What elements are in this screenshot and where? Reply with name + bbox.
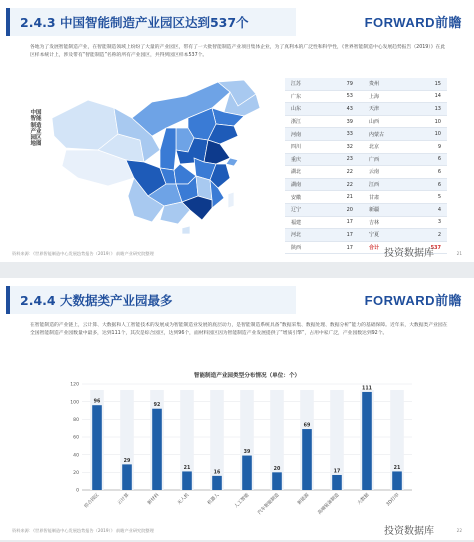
table-cell: 3 <box>437 219 441 226</box>
table-cell: 17 <box>346 244 353 251</box>
source-note: 资料来源：《世界智能制造中心发展趋势报告（2019）》 前瞻产业研究院整理 <box>12 528 154 533</box>
table-cell: 21 <box>346 194 353 201</box>
table-cell: 北京 <box>369 144 380 151</box>
table-cell: 13 <box>434 105 441 112</box>
table-cell: 山西 <box>369 119 380 126</box>
bar-value-label: 21 <box>183 465 191 471</box>
source-note: 资料来源：《世界智能制造中心发展趋势报告（2019）》 前瞻产业研究院整理 <box>12 251 154 256</box>
bar <box>392 471 402 490</box>
bar <box>362 392 372 490</box>
bar-value-label: 29 <box>123 458 131 464</box>
table-cell: 福建 <box>291 219 302 226</box>
watermark-text: 投资数据库 <box>384 248 434 259</box>
page-number: 22 <box>456 528 462 533</box>
y-tick-label: 40 <box>73 453 79 459</box>
table-cell: 23 <box>346 156 353 163</box>
table-cell: 53 <box>346 93 353 100</box>
table-cell: 陕西 <box>291 245 302 252</box>
table-cell: 6 <box>437 156 441 163</box>
y-tick-label: 0 <box>76 488 79 494</box>
map-region-taiwan <box>228 192 234 208</box>
table-cell: 537 <box>430 244 441 251</box>
x-tick-label: 新能源 <box>297 492 311 507</box>
intro-paragraph: 在智能制造的产业链上，云计算、大数据和人工智能技术的发展成为智能制造业发展的底层动力，是智能制造系统具备“数据采集、数据处理、数据分析”能力的基础保障。近年来，大数据类产业园在全国智能制造产业园数量中最多，达到111个，其次是综合园区，达到96个，面材料园区因为智能制造产业发展提供了“增质引擎”，占用中家广泛，产业园数达到92个。 <box>30 323 448 336</box>
bar <box>152 409 162 490</box>
y-tick-label: 100 <box>70 400 79 406</box>
table-cell: 上海 <box>369 93 380 100</box>
x-tick-label: 综合园区 <box>83 492 101 510</box>
bar-value-label: 111 <box>361 386 373 392</box>
table-cell: 2 <box>437 231 441 238</box>
table-cell: 湖南 <box>291 182 302 189</box>
table-cell: 39 <box>346 118 353 125</box>
table-cell: 43 <box>346 105 353 112</box>
bar <box>272 472 282 490</box>
slide-big-data-parks <box>0 278 474 540</box>
bar-value-label: 92 <box>153 403 161 409</box>
map-region-jiangsu <box>204 140 230 164</box>
table-cell: 17 <box>346 231 353 238</box>
bar-value-label: 16 <box>213 470 221 476</box>
table-cell: 32 <box>346 143 353 150</box>
bar <box>332 475 342 490</box>
table-row <box>285 116 447 129</box>
x-tick-label: 云计算 <box>117 492 131 507</box>
table-cell: 重庆 <box>291 156 302 163</box>
x-tick-label: 机器人 <box>207 492 221 507</box>
table-row <box>285 103 447 116</box>
table-cell: 吉林 <box>369 219 380 226</box>
table-cell: 浙江 <box>291 119 302 126</box>
table-cell: 贵州 <box>369 81 380 88</box>
bar <box>302 429 312 490</box>
bar <box>122 464 132 490</box>
table-cell: 20 <box>346 206 353 213</box>
forward-logo: FORWARD前瞻 <box>364 15 462 30</box>
table-row <box>285 179 447 192</box>
slide-intelligent-manufacturing-parks <box>0 0 474 262</box>
table-row <box>285 128 447 141</box>
table-cell: 云南 <box>369 169 380 176</box>
y-tick-label: 20 <box>73 470 79 476</box>
table-cell: 5 <box>437 194 441 201</box>
table-row <box>285 166 447 179</box>
y-tick-label: 60 <box>73 435 79 441</box>
table-cell: 33 <box>346 131 353 138</box>
park-type-bar-chart <box>60 368 420 528</box>
table-cell: 6 <box>437 168 441 175</box>
table-cell: 22 <box>346 181 353 188</box>
bar-value-label: 39 <box>243 450 251 456</box>
map-vertical-label: 中国智能制造产业园区地图 <box>30 110 42 148</box>
map-region-hainan <box>182 226 190 234</box>
bar <box>212 476 222 490</box>
x-tick-label: 汽车智能制造 <box>257 492 281 516</box>
x-tick-label: 大数据 <box>357 492 371 507</box>
table-row <box>285 191 447 204</box>
table-cell: 新疆 <box>369 207 380 214</box>
chart-title: 智能制造产业园类型分布情况（单位：个） <box>193 373 301 379</box>
table-row <box>285 204 447 217</box>
y-tick-label: 80 <box>73 417 79 423</box>
title-bar <box>6 286 296 314</box>
table-cell: 79 <box>346 80 353 87</box>
table-cell: 天津 <box>369 106 380 113</box>
table-cell: 山东 <box>291 106 302 113</box>
china-map <box>48 78 266 236</box>
page-number: 21 <box>456 251 462 256</box>
x-tick-label: 人工智能 <box>233 492 251 510</box>
y-tick-label: 120 <box>70 382 79 388</box>
bar <box>242 456 252 490</box>
table-cell: 10 <box>434 118 441 125</box>
province-park-table <box>285 78 447 254</box>
title-bar <box>6 8 296 36</box>
bar-value-label: 69 <box>303 423 311 429</box>
table-cell: 辽宁 <box>291 207 302 214</box>
x-tick-label: 新材料 <box>147 492 161 507</box>
bar-value-label: 20 <box>273 466 281 472</box>
bar-value-label: 96 <box>93 399 101 405</box>
table-cell: 江西 <box>369 182 380 189</box>
x-tick-label: 3D打印 <box>385 492 401 508</box>
table-cell: 4 <box>437 206 441 213</box>
table-row <box>285 78 447 91</box>
x-tick-label: 高端装备制造 <box>317 492 341 516</box>
forward-logo: FORWARD前瞻 <box>364 293 462 308</box>
bar-value-label: 21 <box>393 465 401 471</box>
bar <box>182 471 192 490</box>
table-cell: 22 <box>346 168 353 175</box>
bar-chart-svg <box>60 368 420 528</box>
table-cell: 17 <box>346 219 353 226</box>
table-cell: 宁夏 <box>369 232 380 239</box>
table-cell: 10 <box>434 131 441 138</box>
table-cell: 6 <box>437 181 441 188</box>
x-tick-label: 无人机 <box>177 492 191 507</box>
table-cell: 内蒙古 <box>369 131 385 138</box>
table-cell: 河南 <box>291 131 302 138</box>
intro-paragraph: 各地为了发展智能制造产业，在智能制造领域上纷纷了大量的产业园区，带有了一大批智能制造产业项目集体企业，为了真利本的广泛性和科学性，《世界智能制造中心发展趋势报告（2019）》在此区样本统计上，涉及带有“智能制造”名称的所有产业园区，共得到园区样本537个。 <box>30 45 446 58</box>
watermark-text: 投资数据库 <box>384 526 434 537</box>
table-cell: 14 <box>434 93 441 100</box>
table-cell: 广东 <box>291 93 302 100</box>
table-cell: 江苏 <box>291 81 302 88</box>
table-cell: 湖北 <box>291 169 302 176</box>
bar-value-label: 17 <box>333 469 341 475</box>
table-row <box>285 229 447 242</box>
table-cell: 安徽 <box>291 194 302 201</box>
table-row <box>285 141 447 154</box>
table-cell: 广西 <box>369 156 380 163</box>
map-region-shaanxi <box>160 128 176 170</box>
table-row <box>285 217 447 230</box>
table-cell: 合计 <box>369 245 380 252</box>
slide-title: 2.4.3 中国智能制造产业园区达到537个 <box>20 15 249 30</box>
table-row <box>285 154 447 167</box>
table-cell: 河北 <box>291 232 302 239</box>
bar <box>92 405 102 490</box>
table-cell: 9 <box>437 143 441 150</box>
table-row <box>285 91 447 104</box>
china-map-svg <box>48 78 266 236</box>
slide-title: 2.4.4 大数据类产业园最多 <box>20 293 173 308</box>
table-cell: 15 <box>434 80 441 87</box>
table-cell: 甘肃 <box>369 194 380 201</box>
table-cell: 四川 <box>291 144 302 151</box>
